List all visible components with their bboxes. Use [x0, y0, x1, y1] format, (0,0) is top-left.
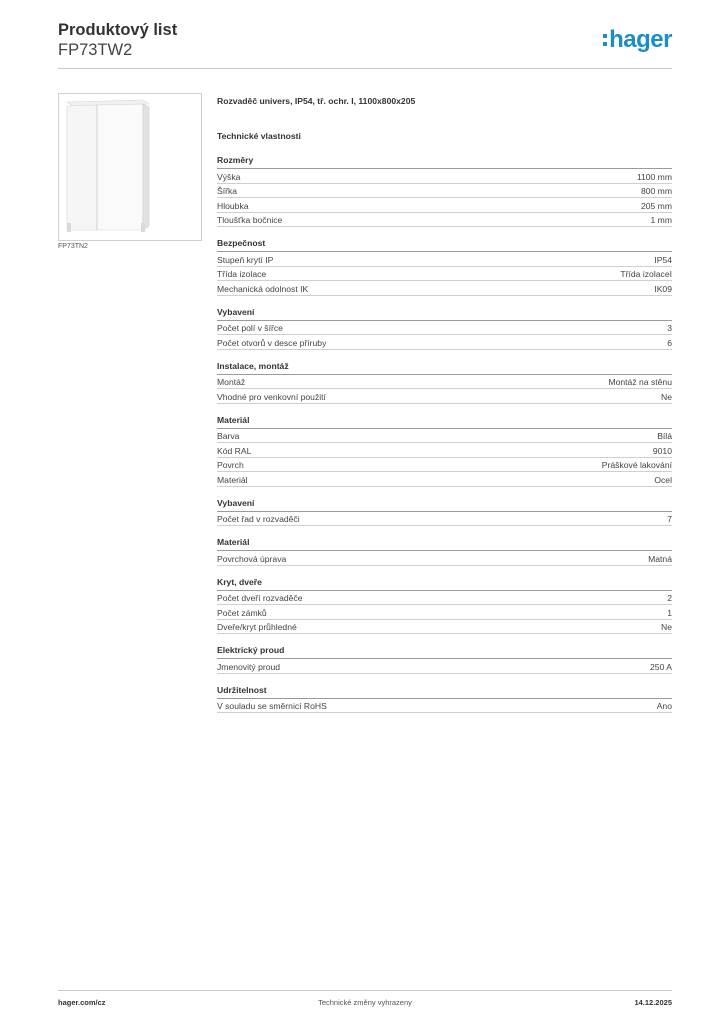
spec-sections	[217, 155, 672, 713]
page-header	[58, 20, 672, 70]
spec-value: Ano	[656, 701, 672, 711]
product-code: FP73TW2	[58, 41, 133, 59]
spec-value: 9010	[652, 445, 672, 456]
spec-label: Výška	[217, 171, 241, 182]
spec-value: 3	[667, 323, 672, 333]
enclosure-cabinet-icon	[59, 94, 201, 240]
spec-label: Stupeň krytí IP	[217, 254, 274, 265]
spec-value: Ocel	[654, 474, 672, 485]
spec-section	[217, 415, 672, 487]
spec-label: Povrch	[217, 460, 244, 470]
spec-row	[217, 443, 672, 458]
section-title: Elektrický proud	[217, 645, 672, 659]
spec-label: Třída izolace	[217, 269, 267, 279]
spec-section	[217, 498, 672, 527]
spec-section	[217, 155, 672, 227]
footer-disclaimer: Technické změny vyhrazeny	[318, 998, 412, 1007]
spec-label: Montáž	[217, 377, 246, 387]
spec-row	[217, 458, 672, 473]
spec-label: Barva	[217, 431, 240, 441]
spec-value: IK09	[654, 283, 672, 294]
spec-row	[217, 429, 672, 444]
spec-row	[217, 281, 672, 296]
spec-value: 1100 mm	[636, 171, 672, 182]
spec-value: 6	[667, 337, 672, 348]
section-title: Rozměry	[217, 155, 672, 169]
spec-label: Kód RAL	[217, 445, 252, 456]
section-title: Instalace, montáž	[217, 361, 672, 375]
spec-row	[217, 213, 672, 228]
spec-label: Jmenovitý proud	[217, 661, 281, 672]
spec-row	[217, 198, 672, 213]
header-divider	[58, 68, 672, 69]
footer-date: 14.12.2025	[634, 998, 672, 1007]
spec-row	[217, 551, 672, 566]
spec-label: Počet řad v rozvaděči	[217, 514, 300, 524]
section-title: Materiál	[217, 537, 672, 551]
logo-dots-icon	[603, 32, 607, 48]
spec-row	[217, 512, 672, 527]
footer-website: hager.com/cz	[58, 998, 106, 1007]
image-caption: FP73TN2	[58, 243, 88, 250]
spec-section	[217, 537, 672, 566]
product-image	[58, 93, 202, 241]
spec-value: Práškové lakování	[601, 460, 672, 470]
spec-label: Počet otvorů v desce příruby	[217, 337, 327, 348]
spec-value: 1 mm	[650, 215, 672, 225]
spec-row	[217, 699, 672, 714]
spec-value: Montáž na stěnu	[608, 377, 672, 387]
spec-row	[217, 252, 672, 267]
page-title: Produktový list	[58, 21, 178, 39]
spec-label: Dveře/kryt průhledné	[217, 622, 297, 632]
spec-row	[217, 620, 672, 635]
product-description: Rozvaděč univers, IP54, tř. ochr. I, 1100x800x205	[217, 96, 416, 106]
spec-row	[217, 472, 672, 487]
spec-row	[217, 169, 672, 184]
spec-label: Povrchová úprava	[217, 553, 287, 564]
spec-section	[217, 577, 672, 635]
section-title: Kryt, dveře	[217, 577, 672, 591]
section-title: Materiál	[217, 415, 672, 429]
spec-value: Matná	[648, 553, 672, 564]
spec-label: Hloubka	[217, 200, 249, 211]
spec-value: 2	[667, 593, 672, 603]
section-title: Vybavení	[217, 307, 672, 321]
spec-row	[217, 267, 672, 282]
spec-row	[217, 591, 672, 606]
section-title: Bezpečnost	[217, 238, 672, 252]
logo-text: hager	[609, 26, 672, 53]
spec-row	[217, 335, 672, 350]
spec-label: Počet polí v šířce	[217, 323, 283, 333]
footer-divider	[58, 990, 672, 991]
hager-logo	[603, 26, 672, 54]
spec-section	[217, 238, 672, 296]
spec-row	[217, 659, 672, 674]
spec-content	[217, 96, 672, 724]
spec-value: IP54	[654, 254, 672, 265]
spec-label: Materiál	[217, 474, 248, 485]
spec-label: Mechanická odolnost IK	[217, 283, 309, 294]
spec-value: 7	[667, 514, 672, 524]
spec-value: 1	[667, 607, 672, 618]
spec-row	[217, 184, 672, 199]
spec-label: Vhodné pro venkovní použití	[217, 391, 326, 402]
technical-properties-heading: Technické vlastnosti	[217, 131, 301, 141]
spec-value: Bílá	[657, 431, 672, 441]
spec-label: V souladu se směrnicí RoHS	[217, 701, 327, 711]
spec-section	[217, 307, 672, 350]
spec-value: 800 mm	[640, 186, 672, 196]
spec-value: 250 A	[650, 661, 672, 672]
spec-row	[217, 321, 672, 336]
spec-row	[217, 605, 672, 620]
page-footer	[58, 998, 672, 1010]
spec-value: 205 mm	[640, 200, 672, 211]
spec-value: Třída izolaceI	[620, 269, 672, 279]
spec-row	[217, 375, 672, 390]
spec-label: Počet dveří rozvaděče	[217, 593, 303, 603]
spec-label: Počet zámků	[217, 607, 267, 618]
spec-section	[217, 685, 672, 714]
spec-value: Ne	[661, 391, 672, 402]
spec-label: Šířka	[217, 186, 238, 196]
spec-row	[217, 389, 672, 404]
spec-section	[217, 361, 672, 404]
spec-section	[217, 645, 672, 674]
section-title: Udržitelnost	[217, 685, 672, 699]
section-title: Vybavení	[217, 498, 672, 512]
spec-label: Tloušťka bočnice	[217, 215, 283, 225]
spec-value: Ne	[661, 622, 672, 632]
